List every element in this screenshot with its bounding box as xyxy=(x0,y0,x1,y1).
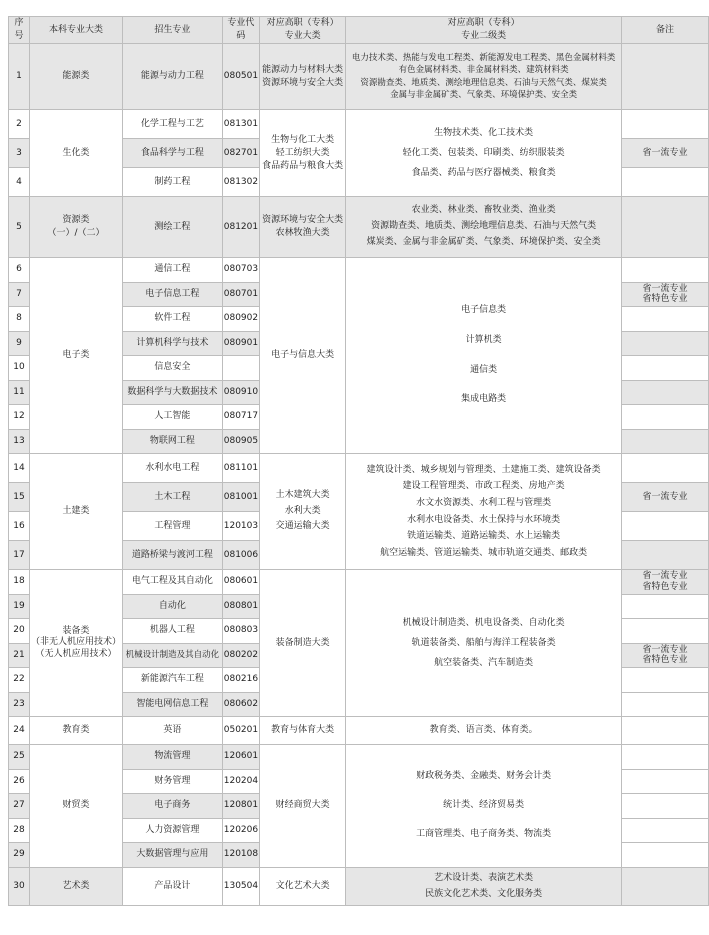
vocational-category-cell xyxy=(260,110,346,197)
notes-cell: 省一流专业 xyxy=(622,139,709,168)
subcategory-line: 农业类、林业类、畜牧业类、渔业类 xyxy=(411,205,556,216)
major-cell: 电子商务 xyxy=(122,794,222,819)
code-cell: 080501 xyxy=(222,44,259,110)
notes-cell xyxy=(622,745,709,770)
major-cell: 电子信息工程 xyxy=(122,282,222,307)
notes-cell xyxy=(622,197,709,258)
major-cell: 通信工程 xyxy=(122,258,222,283)
major-cell: 制药工程 xyxy=(122,168,222,197)
notes-cell xyxy=(622,794,709,819)
subcategory-line: 集成电路类 xyxy=(461,394,507,405)
seq-cell: 14 xyxy=(9,454,30,483)
header-major: 招生专业 xyxy=(122,17,222,44)
category-line: （无人机应用技术） xyxy=(35,648,117,659)
subcategory-line: 航空运输类、管道运输类、城市轨道交通类、邮政类 xyxy=(380,547,588,558)
subcategory-line: 煤炭类、金属与非金属矿类、气象类、环境保护类、安全类 xyxy=(366,236,601,247)
notes-cell xyxy=(622,643,709,668)
subcategory-line: 通信类 xyxy=(470,364,498,375)
subcategory-cell xyxy=(346,258,622,454)
notes-cell xyxy=(622,512,709,541)
subcategory-cell xyxy=(346,867,622,905)
major-cell: 能源与动力工程 xyxy=(122,44,222,110)
vocational-line: 资源环境与安全大类 xyxy=(262,215,344,226)
seq-cell: 21 xyxy=(9,643,30,668)
notes-cell xyxy=(622,405,709,430)
code-cell: 081302 xyxy=(222,168,259,197)
notes-cell xyxy=(622,843,709,868)
code-cell: 080602 xyxy=(222,692,259,717)
code-cell: 080216 xyxy=(222,668,259,693)
seq-cell: 26 xyxy=(9,769,30,794)
seq-cell: 29 xyxy=(9,843,30,868)
header-code: 专业代码 xyxy=(222,17,259,44)
subcategory-line: 水利水电设备类、水土保持与水环境类 xyxy=(407,514,561,525)
vocational-line: 生物与化工大类 xyxy=(271,134,335,145)
subcategory-line: 电子信息类 xyxy=(461,305,507,316)
table-row xyxy=(9,745,709,770)
notes-cell xyxy=(622,307,709,332)
major-cell: 智能电网信息工程 xyxy=(122,692,222,717)
header-vocational-subcategory-line: 对应高职（专科） xyxy=(447,18,520,28)
code-cell: 080910 xyxy=(222,380,259,405)
notes-cell xyxy=(622,541,709,570)
code-cell: 080803 xyxy=(222,619,259,644)
header-undergrad-category: 本科专业大类 xyxy=(29,17,122,44)
subcategory-cell xyxy=(346,197,622,258)
code-cell: 080901 xyxy=(222,331,259,356)
subcategory-line: 计算机类 xyxy=(465,334,502,345)
notes-cell xyxy=(622,769,709,794)
notes-cell xyxy=(622,454,709,483)
category-cell: 生化类 xyxy=(29,110,122,197)
seq-cell: 5 xyxy=(9,197,30,258)
category-cell: 教育类 xyxy=(29,717,122,745)
seq-cell: 24 xyxy=(9,717,30,745)
notes-cell xyxy=(622,258,709,283)
code-cell: 081201 xyxy=(222,197,259,258)
code-cell: 081001 xyxy=(222,483,259,512)
subcategory-line: 电力技术类、热能与发电工程类、新能源发电工程类、黑色金属材料类 xyxy=(351,52,616,63)
code-cell: 120206 xyxy=(222,818,259,843)
vocational-line: 资源环境与安全大类 xyxy=(262,77,344,88)
header-seq: 序号 xyxy=(9,17,30,44)
seq-cell: 3 xyxy=(9,139,30,168)
code-cell: 120204 xyxy=(222,769,259,794)
code-cell: 080703 xyxy=(222,258,259,283)
table-header-row xyxy=(9,17,709,44)
category-line: 装备类 xyxy=(62,626,90,637)
vocational-category-cell: 财经商贸大类 xyxy=(260,745,346,868)
code-cell: 120103 xyxy=(222,512,259,541)
code-cell: 082701 xyxy=(222,139,259,168)
code-cell: 050201 xyxy=(222,717,259,745)
seq-cell: 23 xyxy=(9,692,30,717)
vocational-category-cell: 教育与体育大类 xyxy=(260,717,346,745)
notes-cell xyxy=(622,110,709,139)
major-cell: 电气工程及其自动化 xyxy=(122,570,222,595)
vocational-category-cell: 电子与信息大类 xyxy=(260,258,346,454)
major-cell: 软件工程 xyxy=(122,307,222,332)
note-line: 省一流专业 xyxy=(642,571,688,582)
seq-cell: 9 xyxy=(9,331,30,356)
vocational-category-cell: 装备制造大类 xyxy=(260,570,346,717)
seq-cell: 11 xyxy=(9,380,30,405)
category-cell: 土建类 xyxy=(29,454,122,570)
category-line: （一）/（二） xyxy=(47,228,105,239)
code-cell: 120108 xyxy=(222,843,259,868)
table-row xyxy=(9,44,709,110)
seq-cell: 16 xyxy=(9,512,30,541)
header-vocational-category-line: 对应高职（专科） xyxy=(266,18,339,28)
seq-cell: 7 xyxy=(9,282,30,307)
category-cell: 财贸类 xyxy=(29,745,122,868)
vocational-category-cell xyxy=(260,44,346,110)
vocational-line: 交通运输大类 xyxy=(275,521,330,532)
notes-cell xyxy=(622,331,709,356)
seq-cell: 8 xyxy=(9,307,30,332)
subcategory-cell: 教育类、语言类、体育类。 xyxy=(346,717,622,745)
subcategory-line: 建设工程管理类、市政工程类、房地产类 xyxy=(402,481,565,492)
major-cell: 化学工程与工艺 xyxy=(122,110,222,139)
major-cell: 机械设计制造及其自动化 xyxy=(122,643,222,668)
note-line: 省特色专业 xyxy=(642,294,688,305)
notes-cell xyxy=(622,44,709,110)
majors-table-container xyxy=(8,16,709,906)
seq-cell: 18 xyxy=(9,570,30,595)
notes-cell xyxy=(622,429,709,454)
major-cell: 工程管理 xyxy=(122,512,222,541)
vocational-line: 轻工纺织大类 xyxy=(275,147,330,158)
table-row xyxy=(9,867,709,905)
table-row xyxy=(9,197,709,258)
table-row xyxy=(9,258,709,283)
major-cell: 大数据管理与应用 xyxy=(122,843,222,868)
seq-cell: 25 xyxy=(9,745,30,770)
subcategory-line: 统计类、经济贸易类 xyxy=(443,800,525,811)
vocational-line: 能源动力与材料大类 xyxy=(262,64,344,75)
code-cell: 081101 xyxy=(222,454,259,483)
seq-cell: 30 xyxy=(9,867,30,905)
seq-cell: 6 xyxy=(9,258,30,283)
notes-cell xyxy=(622,818,709,843)
major-cell: 信息安全 xyxy=(122,356,222,381)
table-row xyxy=(9,717,709,745)
code-cell: 080905 xyxy=(222,429,259,454)
seq-cell: 19 xyxy=(9,594,30,619)
notes-cell: 省一流专业 xyxy=(622,483,709,512)
header-vocational-category xyxy=(260,17,346,44)
seq-cell: 1 xyxy=(9,44,30,110)
majors-table xyxy=(8,16,709,906)
note-line: 省特色专业 xyxy=(642,655,688,666)
major-cell: 测绘工程 xyxy=(122,197,222,258)
seq-cell: 22 xyxy=(9,668,30,693)
major-cell: 人工智能 xyxy=(122,405,222,430)
subcategory-cell xyxy=(346,454,622,570)
subcategory-cell xyxy=(346,745,622,868)
seq-cell: 12 xyxy=(9,405,30,430)
category-line: （非无人机应用技术） xyxy=(30,637,121,648)
notes-cell xyxy=(622,619,709,644)
category-cell: 艺术类 xyxy=(29,867,122,905)
major-cell: 物流管理 xyxy=(122,745,222,770)
major-cell: 人力资源管理 xyxy=(122,818,222,843)
major-cell: 计算机科学与技术 xyxy=(122,331,222,356)
code-cell: 080601 xyxy=(222,570,259,595)
subcategory-line: 轨道装备类、船舶与海洋工程装备类 xyxy=(411,637,556,648)
subcategory-line: 食品类、药品与医疗器械类、粮食类 xyxy=(411,168,556,179)
code-cell xyxy=(222,356,259,381)
notes-cell xyxy=(622,570,709,595)
category-cell xyxy=(29,570,122,717)
subcategory-line: 工商管理类、电子商务类、物流类 xyxy=(416,829,552,840)
code-cell: 081301 xyxy=(222,110,259,139)
subcategory-line: 财政税务类、金融类、财务会计类 xyxy=(416,770,552,781)
code-cell: 120601 xyxy=(222,745,259,770)
subcategory-line: 轻化工类、包装类、印刷类、纺织服装类 xyxy=(402,147,565,158)
code-cell: 080202 xyxy=(222,643,259,668)
subcategory-cell xyxy=(346,110,622,197)
subcategory-line: 民族文化艺术类、文化服务类 xyxy=(425,889,543,900)
subcategory-line: 资源勘查类、地质类、测绘地理信息类、石油与天然气类 xyxy=(371,221,597,232)
note-line: 省一流专业 xyxy=(642,644,688,655)
header-vocational-subcategory xyxy=(346,17,622,44)
subcategory-cell xyxy=(346,44,622,110)
subcategory-line: 金属与非金属矿类、气象类、环境保护类、安全类 xyxy=(390,89,578,100)
code-cell: 080902 xyxy=(222,307,259,332)
code-cell: 120801 xyxy=(222,794,259,819)
major-cell: 数据科学与大数据技术 xyxy=(122,380,222,405)
subcategory-line: 资源勘查类、地质类、测绘地理信息类、石油与天然气类、煤炭类 xyxy=(360,77,607,88)
subcategory-line: 有色金属材料类、非金属材料类、建筑材料类 xyxy=(398,65,569,76)
note-line: 省特色专业 xyxy=(642,581,688,592)
major-cell: 土木工程 xyxy=(122,483,222,512)
major-cell: 产品设计 xyxy=(122,867,222,905)
subcategory-line: 机械设计制造类、机电设备类、自动化类 xyxy=(402,617,565,628)
subcategory-line: 水文水资源类、水利工程与管理类 xyxy=(416,497,552,508)
note-line: 省一流专业 xyxy=(642,283,688,294)
major-cell: 道路桥梁与渡河工程 xyxy=(122,541,222,570)
code-cell: 080701 xyxy=(222,282,259,307)
notes-cell xyxy=(622,867,709,905)
category-cell: 能源类 xyxy=(29,44,122,110)
code-cell: 130504 xyxy=(222,867,259,905)
vocational-line: 水利大类 xyxy=(284,505,321,516)
notes-cell xyxy=(622,717,709,745)
header-notes: 备注 xyxy=(622,17,709,44)
subcategory-line: 铁道运输类、道路运输类、水上运输类 xyxy=(407,531,561,542)
subcategory-line: 建筑设计类、城乡规划与管理类、土建施工类、建筑设备类 xyxy=(366,464,601,475)
header-vocational-category-line: 专业大类 xyxy=(284,31,321,42)
vocational-line: 土木建筑大类 xyxy=(275,489,330,500)
major-cell: 财务管理 xyxy=(122,769,222,794)
notes-cell xyxy=(622,692,709,717)
seq-cell: 13 xyxy=(9,429,30,454)
table-row xyxy=(9,110,709,139)
notes-cell xyxy=(622,356,709,381)
category-cell: 电子类 xyxy=(29,258,122,454)
table-row xyxy=(9,570,709,595)
seq-cell: 4 xyxy=(9,168,30,197)
major-cell: 水利水电工程 xyxy=(122,454,222,483)
notes-cell xyxy=(622,168,709,197)
seq-cell: 2 xyxy=(9,110,30,139)
seq-cell: 27 xyxy=(9,794,30,819)
seq-cell: 20 xyxy=(9,619,30,644)
subcategory-line: 航空装备类、汽车制造类 xyxy=(434,658,534,669)
major-cell: 食品科学与工程 xyxy=(122,139,222,168)
code-cell: 081006 xyxy=(222,541,259,570)
notes-cell xyxy=(622,380,709,405)
category-cell xyxy=(29,197,122,258)
seq-cell: 15 xyxy=(9,483,30,512)
category-line: 资源类 xyxy=(62,215,90,226)
table-row xyxy=(9,454,709,483)
notes-cell xyxy=(622,594,709,619)
vocational-category-cell xyxy=(260,454,346,570)
notes-cell xyxy=(622,282,709,307)
code-cell: 080801 xyxy=(222,594,259,619)
subcategory-line: 艺术设计类、表演艺术类 xyxy=(434,872,534,883)
major-cell: 自动化 xyxy=(122,594,222,619)
code-cell: 080717 xyxy=(222,405,259,430)
subcategory-cell xyxy=(346,570,622,717)
major-cell: 机器人工程 xyxy=(122,619,222,644)
notes-cell xyxy=(622,668,709,693)
header-vocational-subcategory-line: 专业二级类 xyxy=(461,31,507,42)
vocational-category-cell xyxy=(260,197,346,258)
seq-cell: 28 xyxy=(9,818,30,843)
major-cell: 物联网工程 xyxy=(122,429,222,454)
vocational-line: 农林牧渔大类 xyxy=(275,228,330,239)
seq-cell: 10 xyxy=(9,356,30,381)
vocational-category-cell: 文化艺术大类 xyxy=(260,867,346,905)
vocational-line: 食品药品与粮食大类 xyxy=(262,160,344,171)
major-cell: 新能源汽车工程 xyxy=(122,668,222,693)
major-cell: 英语 xyxy=(122,717,222,745)
subcategory-line: 生物技术类、化工技术类 xyxy=(434,127,534,138)
seq-cell: 17 xyxy=(9,541,30,570)
